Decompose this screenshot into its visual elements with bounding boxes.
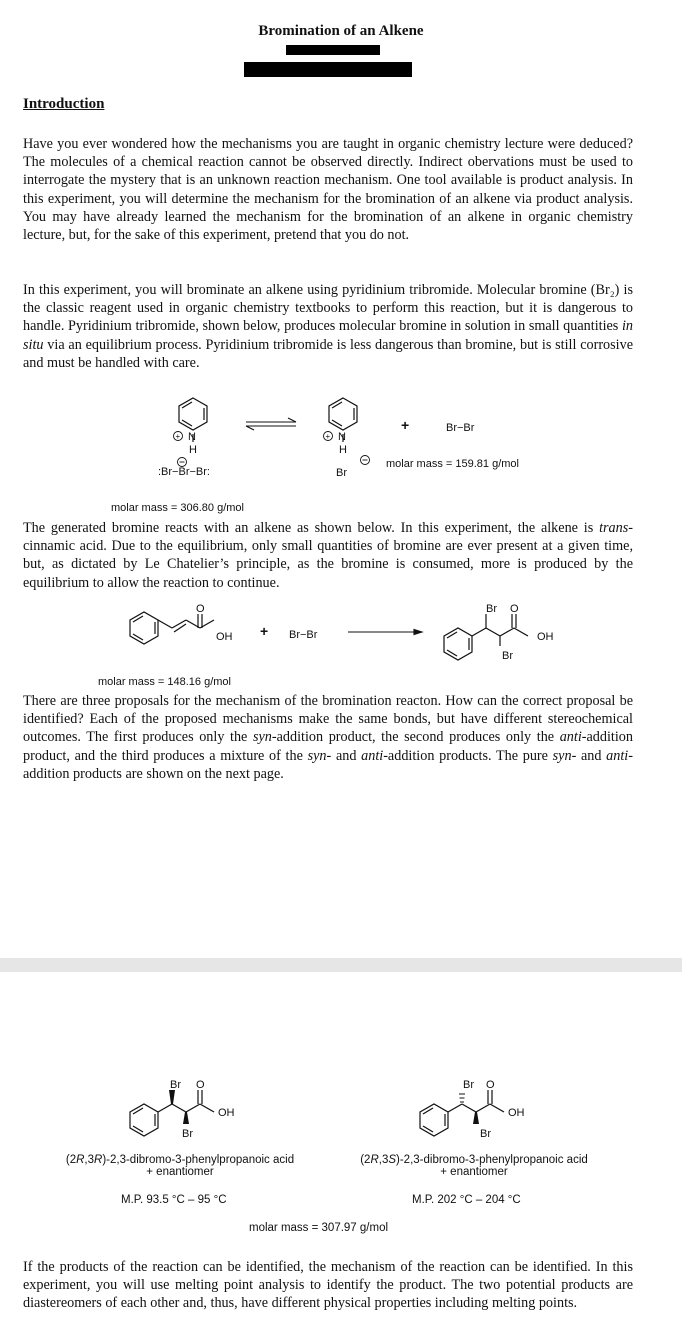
syn-product-name	[40, 1154, 320, 1166]
emphasis: anti	[606, 747, 629, 764]
equilibrium-arrow	[246, 418, 296, 430]
page-2	[0, 972, 682, 1344]
nitrogen-label: N	[188, 431, 196, 443]
oxygen-label: O	[486, 1079, 495, 1091]
hydrogen-label: H	[189, 444, 197, 456]
charge-plus: +	[325, 432, 331, 441]
paragraph-melting-point: If the products of the reaction can be identified, the mechanism of the reaction can be identified. In this experiment, you will use melting point analysis to identify the product. The two potential products are diastereomers of each other and, thus, have different physical properties including melting points.	[23, 1259, 633, 1312]
stereo-descriptor: R	[76, 1154, 85, 1166]
tribromide-molar-mass: molar mass = 306.80 g/mol	[111, 502, 244, 514]
emphasis: syn	[252, 729, 272, 746]
cinnamic-acid-molar-mass: molar mass = 148.16 g/mol	[98, 676, 231, 688]
stereo-descriptor: S	[388, 1154, 397, 1166]
text: -addition products are shown on the next page.	[23, 747, 633, 782]
anti-product-name	[334, 1154, 614, 1166]
text: -cinnamic acid. Due to the equilibrium, only small quantities of bromine are ever present at a given time, but, as dictated by Le Chatelier’s principle, as the bromine is consumed, more is produced by the equilibrium to allow the reaction to continue.	[23, 520, 633, 591]
reaction-arrow	[348, 630, 422, 635]
paragraph-reagent	[23, 281, 633, 372]
redacted-author-block	[286, 45, 380, 55]
bromination-scheme	[0, 598, 682, 690]
syn-addition-product-structure	[0, 1076, 340, 1146]
stereo-descriptor: R	[370, 1154, 379, 1166]
hydroxyl-label: OH	[218, 1107, 235, 1119]
stereo-descriptor: R	[94, 1154, 103, 1166]
text: (2	[360, 1154, 371, 1166]
paragraph-intro: Have you ever wondered how the mechanisms you are taught in organic chemistry lecture were deduced? The molecules of a chemical reaction cannot be observed directly. Indirect obervations must be used to interrogate the mystery that is an unknown reaction mechanism. One tool available is product analysis. In this experiment, you will determine the mechanism for the bromination of an alkene via product analysis. You may have already learned the mechanism for the bromination of an alkene in organic chemistry lecture, but, for the sake of this experiment, pretend that you do not.	[23, 136, 633, 244]
emphasis: in situ	[23, 318, 633, 353]
text: -addition products. The pure	[383, 747, 553, 764]
introduction-heading: Introduction	[23, 96, 105, 112]
hydroxyl-label-product: OH	[537, 631, 554, 643]
oxygen-label: O	[196, 1079, 205, 1091]
bromine-substituent-bottom: Br	[480, 1128, 491, 1140]
bromide-label: Br	[336, 467, 347, 479]
plus-sign: +	[260, 623, 269, 639]
text: via an equilibrium process. Pyridinium tribromide is less dangerous than bromine, but is still corrosive and must be handled with care.	[23, 336, 633, 371]
bromine-formula: Br−Br	[446, 422, 475, 434]
text: )-2,3-dibromo-3-phenylpropanoic acid	[396, 1154, 588, 1166]
oxygen-label-product: O	[510, 603, 519, 615]
text: - and	[571, 747, 607, 764]
cinnamic-acid-structure	[130, 612, 214, 644]
products-molar-mass: molar mass = 307.97 g/mol	[249, 1222, 389, 1234]
text: )-2,3-dibromo-3-phenylpropanoic acid	[102, 1154, 295, 1166]
text: -addition product, the second produces only the	[271, 729, 560, 746]
oxygen-label: O	[196, 603, 205, 615]
anti-product-melting-point: M.P. 202 °C – 204 °C	[412, 1194, 521, 1206]
bromine-substituent-bottom: Br	[182, 1128, 193, 1140]
emphasis: trans	[599, 520, 629, 536]
hydroxyl-label: OH	[216, 631, 233, 643]
emphasis: syn	[552, 747, 572, 764]
hydrogen-label-right: H	[339, 444, 347, 456]
text: (2	[65, 1154, 77, 1166]
text: - and	[326, 747, 362, 764]
text: ,3	[84, 1154, 95, 1166]
dibromide-product-structure	[444, 614, 528, 660]
syn-product-melting-point: M.P. 93.5 °C – 95 °C	[121, 1194, 227, 1206]
text: There are three proposals for the mechanism of the bromination reacton. How can the correct proposal be identified? Each of the proposed mechanisms make the same bonds, but have different stereochemical outcomes. The first produces only the	[23, 693, 633, 746]
bromine-substituent-bottom: Br	[502, 650, 513, 662]
paragraph-proposals	[23, 692, 633, 783]
hydroxyl-label: OH	[508, 1107, 525, 1119]
redacted-affiliation-block	[244, 62, 412, 77]
emphasis: syn	[307, 747, 327, 764]
bromine-substituent-top: Br	[463, 1079, 474, 1091]
bromine-molar-mass: molar mass = 159.81 g/mol	[386, 458, 519, 470]
text: -addition product, and the third produces a mixture of the	[23, 729, 633, 764]
anti-product-enantiomer: + enantiomer	[440, 1166, 508, 1178]
text: In this experiment, you will brominate an alkene using pyridinium tribromide. Molecular bromine (Br₂) is the classic reagent used in organic chemistry textbooks to perform this reaction, but it is dangerous to handle. Pyridinium tribromide, shown below, produces molecular bromine in solution in small quantities	[23, 282, 633, 335]
document-title: Bromination of an Alkene	[258, 23, 424, 39]
charge-plus: +	[175, 432, 181, 441]
bromine-formula: Br−Br	[289, 629, 318, 641]
plus-sign: +	[401, 417, 410, 433]
text: The generated bromine reacts with an alkene as shown below. In this experiment, the alkene is	[23, 520, 600, 536]
nitrogen-label-right: N	[338, 431, 346, 443]
page-break	[0, 958, 682, 972]
bromine-substituent-top: Br	[486, 603, 497, 615]
pyridinium-equilibrium-scheme	[0, 390, 682, 520]
emphasis: anti	[361, 747, 384, 764]
tribromide-label: :Br−Br−Br:	[158, 466, 210, 478]
paragraph-cinnamic	[23, 519, 633, 592]
anti-addition-product-structure	[300, 1076, 640, 1146]
text: ,3	[378, 1154, 389, 1166]
bromine-substituent-top: Br	[170, 1079, 181, 1091]
emphasis: anti	[559, 729, 582, 746]
syn-product-enantiomer: + enantiomer	[146, 1166, 214, 1178]
